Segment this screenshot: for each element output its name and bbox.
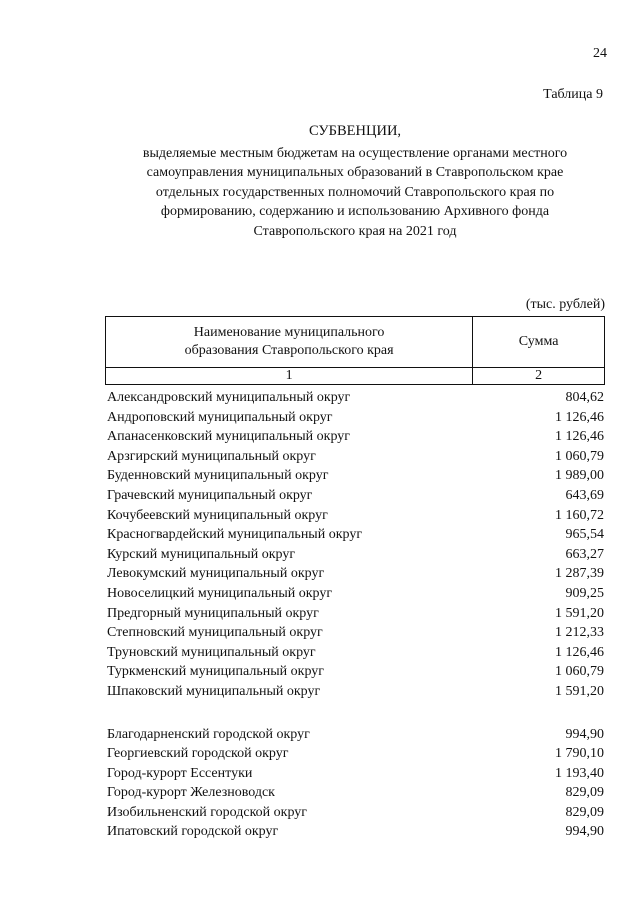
municipality-name: Ипатовский городской округ [107,824,279,840]
municipality-name: Арзгирский муниципальный округ [107,448,316,464]
subvention-amount: 1 160,72 [555,507,604,523]
header-name-line: Наименование муниципального [193,325,385,340]
table-row [107,545,605,565]
subvention-amount: 1 591,20 [555,683,604,699]
subvention-amount: 804,62 [565,390,604,405]
table-row [107,506,605,526]
table-row [107,623,605,643]
header-name-line: образования Ставропольского края [184,343,394,358]
municipality-name: Кочубеевский муниципальный округ [107,507,328,523]
municipality-name: Курский муниципальный округ [107,546,296,562]
table-row [107,525,605,545]
table-body [107,388,605,842]
column-number-1: 1 [106,368,473,385]
table-row [107,466,605,486]
subvention-amount: 643,69 [565,487,604,503]
table-label: Таблица 9 [543,87,603,102]
subvention-amount: 663,27 [565,546,604,562]
subvention-amount: 1 212,33 [555,625,604,641]
municipality-name: Благодарненский городской округ [107,726,310,742]
subvention-amount: 829,09 [565,785,604,801]
subvention-amount: 1 193,40 [555,765,604,781]
subvention-amount: 1 060,79 [555,664,604,680]
subvention-amount: 1 287,39 [555,566,604,582]
subvention-amount: 1 126,46 [555,409,604,425]
municipality-name: Андроповский муниципальный округ [107,409,333,425]
table-row [107,643,605,663]
subvention-amount: 1 989,00 [555,468,604,484]
subvention-amount: 994,90 [565,726,604,742]
municipality-name: Георгиевский городской округ [107,746,289,762]
municipality-name: Степновский муниципальный округ [107,625,323,641]
title-line: отдельных государственных полномочий Ставропольского края по [155,184,555,200]
municipality-name: Буденновский муниципальный округ [107,468,329,484]
title-line: самоуправления муниципальных образований в Ставропольском крае [146,165,564,180]
municipality-name: Предгорный муниципальный округ [107,605,319,621]
subvention-amount: 1 790,10 [555,746,604,762]
municipality-name: Изобильненский городской округ [107,804,308,820]
subvention-amount: 1 060,79 [555,448,604,464]
municipality-name: Грачевский муниципальный округ [107,487,313,503]
header-sum-cell: Сумма [473,317,605,368]
table-row [107,564,605,584]
table-row [107,604,605,624]
subvention-amount: 1 591,20 [555,605,604,621]
table-row [107,427,605,447]
header-name-cell [106,317,473,368]
municipality-name: Труновский муниципальный округ [107,644,316,660]
table-header [105,316,605,385]
municipality-name: Александровский муниципальный округ [107,390,351,405]
table-row [107,764,605,784]
document-title [100,122,610,241]
subvention-amount: 909,25 [565,585,604,601]
table-row [107,744,605,764]
table-row [107,486,605,506]
municipality-name: Туркменский муниципальный округ [107,664,324,680]
table-row [107,803,605,823]
subvention-amount: 829,09 [565,804,604,820]
table-row [107,682,605,702]
municipality-name: Новоселицкий муниципальный округ [107,585,333,601]
table-row [107,584,605,604]
municipality-name: Апанасенковский муниципальный округ [107,429,351,445]
table-row [107,388,605,408]
column-number-2: 2 [473,368,605,385]
table-row [107,408,605,428]
municipality-name: Город-курорт Ессентуки [107,765,253,781]
table-row [107,725,605,745]
table-row [107,783,605,803]
subvention-amount: 1 126,46 [555,429,604,445]
subvention-amount: 994,90 [565,824,604,840]
municipality-name: Красногвардейский муниципальный округ [107,527,363,543]
title-line: формированию, содержанию и использованию Архивного фонда [160,204,550,219]
title-line: Ставропольского края на 2021 год [253,223,457,239]
table-row [107,822,605,842]
municipality-name: Город-курорт Железноводск [107,785,275,801]
table-row [107,662,605,682]
municipality-name: Левокумский муниципальный округ [107,566,325,582]
table-row [107,447,605,467]
title-main: СУБВЕНЦИИ, [308,123,402,139]
group-spacer [107,702,605,725]
municipality-name: Шпаковский муниципальный округ [107,683,321,699]
subvention-amount: 965,54 [565,527,604,543]
page-number: 24 [593,46,607,61]
title-line: выделяемые местным бюджетам на осуществление органами местного [142,145,568,161]
subvention-amount: 1 126,46 [555,644,604,660]
units-label: (тыс. рублей) [525,297,605,312]
